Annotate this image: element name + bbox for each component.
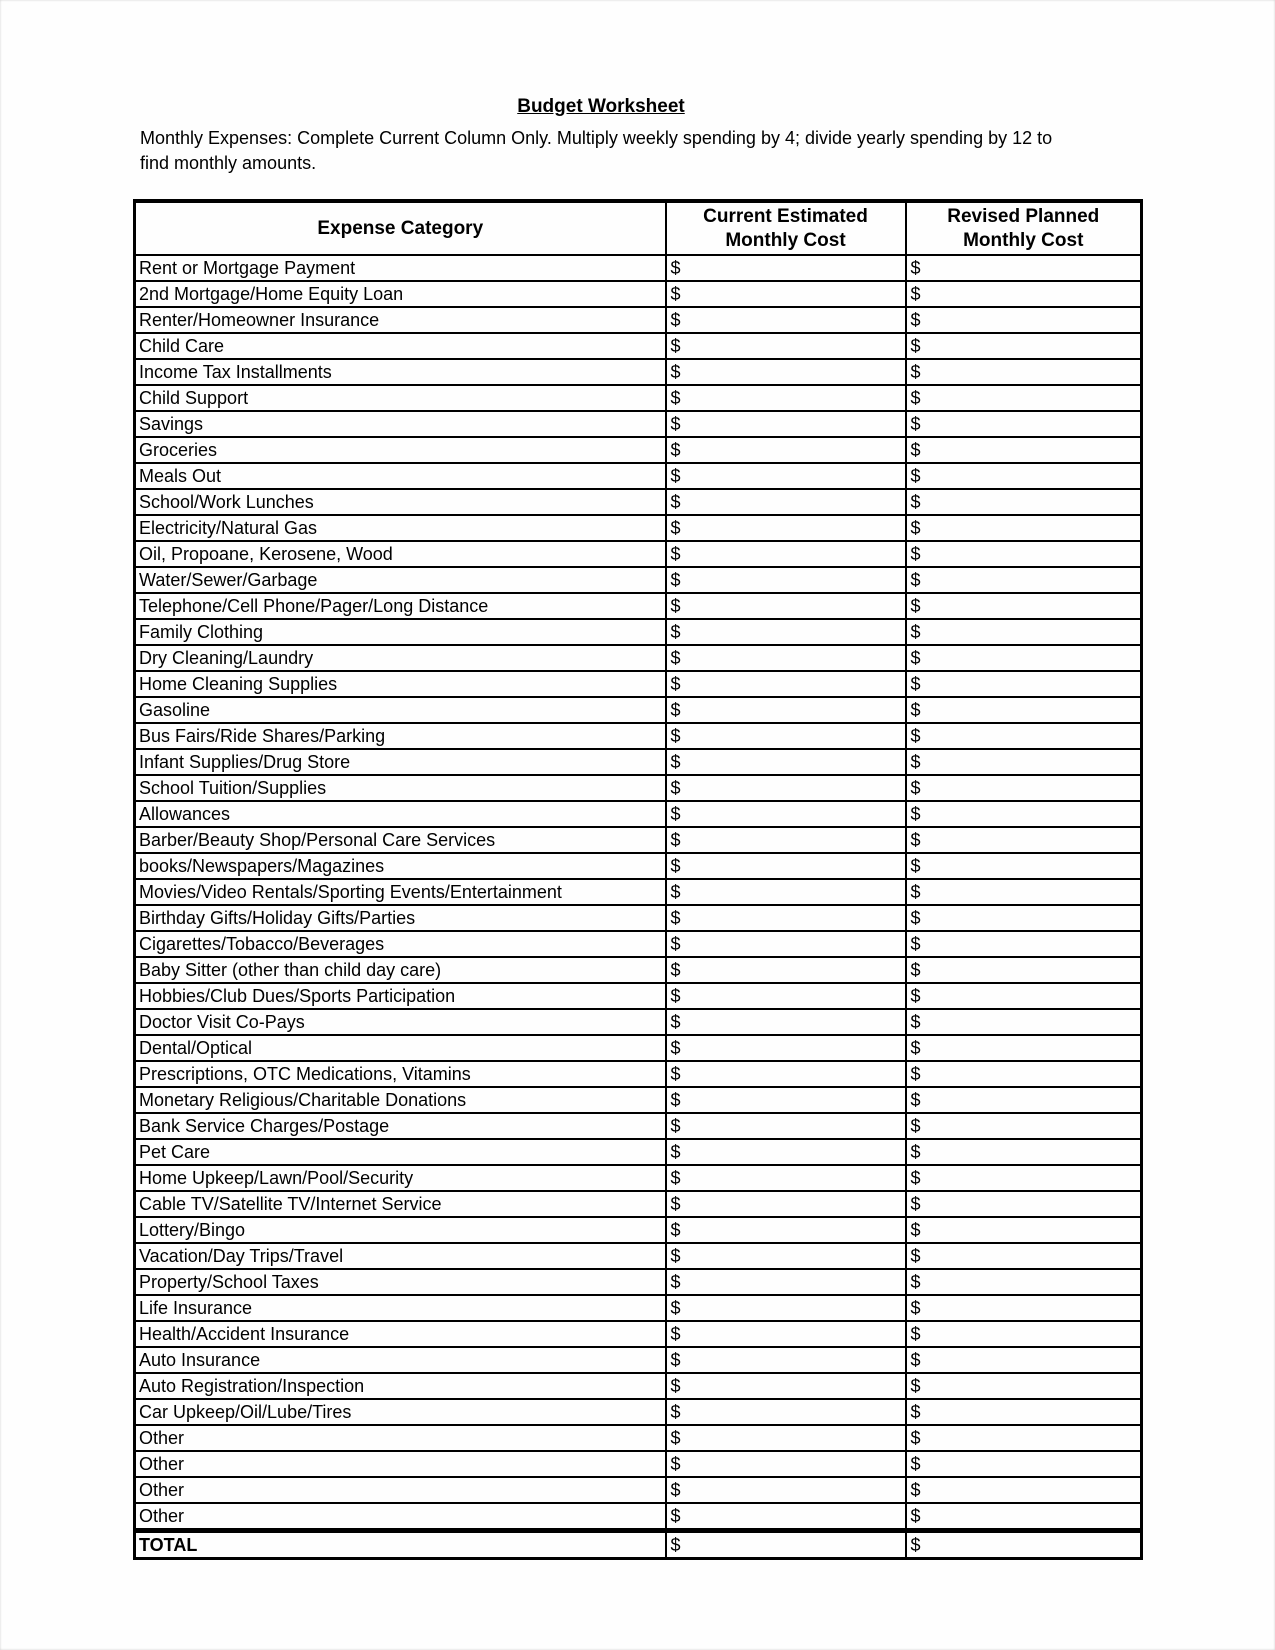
table-row [135, 1321, 1142, 1347]
revised-cost-cell: $ [906, 281, 1142, 307]
total-revised-cost-cell: $ [906, 1531, 1142, 1559]
table-row [135, 1399, 1142, 1425]
current-cost-cell: $ [666, 437, 906, 463]
current-cost-cell: $ [666, 619, 906, 645]
expense-category-cell: Bank Service Charges/Postage [135, 1113, 666, 1139]
table-row [135, 437, 1142, 463]
current-cost-cell: $ [666, 359, 906, 385]
current-cost-cell: $ [666, 333, 906, 359]
revised-cost-cell: $ [906, 1035, 1142, 1061]
revised-cost-cell: $ [906, 749, 1142, 775]
revised-cost-cell: $ [906, 1425, 1142, 1451]
column-header-revised-planned-monthly-cost: Revised Planned Monthly Cost [906, 201, 1142, 256]
current-cost-cell: $ [666, 1399, 906, 1425]
revised-cost-cell: $ [906, 1321, 1142, 1347]
expense-category-cell: Dry Cleaning/Laundry [135, 645, 666, 671]
expense-category-cell: School/Work Lunches [135, 489, 666, 515]
expense-category-cell: 2nd Mortgage/Home Equity Loan [135, 281, 666, 307]
header-row [135, 201, 1142, 256]
current-cost-cell: $ [666, 1425, 906, 1451]
revised-cost-cell: $ [906, 333, 1142, 359]
current-cost-cell: $ [666, 879, 906, 905]
table-row [135, 593, 1142, 619]
expense-category-cell: Birthday Gifts/Holiday Gifts/Parties [135, 905, 666, 931]
revised-cost-cell: $ [906, 775, 1142, 801]
table-row [135, 697, 1142, 723]
revised-cost-cell: $ [906, 489, 1142, 515]
current-cost-cell: $ [666, 1139, 906, 1165]
table-row [135, 983, 1142, 1009]
table-row [135, 1087, 1142, 1113]
table-row [135, 1269, 1142, 1295]
table-row [135, 723, 1142, 749]
current-cost-cell: $ [666, 307, 906, 333]
expense-category-cell: Family Clothing [135, 619, 666, 645]
current-cost-cell: $ [666, 645, 906, 671]
table-row [135, 1425, 1142, 1451]
current-cost-cell: $ [666, 1347, 906, 1373]
expense-category-cell: Hobbies/Club Dues/Sports Participation [135, 983, 666, 1009]
revised-cost-cell: $ [906, 1087, 1142, 1113]
current-cost-cell: $ [666, 541, 906, 567]
current-cost-cell: $ [666, 723, 906, 749]
table-row [135, 827, 1142, 853]
current-cost-cell: $ [666, 1451, 906, 1477]
expense-category-cell: Other [135, 1477, 666, 1503]
table-row [135, 775, 1142, 801]
expense-category-cell: Gasoline [135, 697, 666, 723]
total-row [135, 1531, 1142, 1559]
revised-cost-cell: $ [906, 359, 1142, 385]
table-row [135, 905, 1142, 931]
current-cost-cell: $ [666, 1165, 906, 1191]
expense-category-cell: Cable TV/Satellite TV/Internet Service [135, 1191, 666, 1217]
table-row [135, 281, 1142, 307]
expense-category-cell: Car Upkeep/Oil/Lube/Tires [135, 1399, 666, 1425]
expense-category-cell: Telephone/Cell Phone/Pager/Long Distance [135, 593, 666, 619]
table-row [135, 1009, 1142, 1035]
expense-category-cell: Income Tax Installments [135, 359, 666, 385]
table-row [135, 1477, 1142, 1503]
column-header-current-estimated-monthly-cost: Current Estimated Monthly Cost [666, 201, 906, 256]
current-cost-cell: $ [666, 1295, 906, 1321]
expense-category-cell: School Tuition/Supplies [135, 775, 666, 801]
total-label: TOTAL [135, 1531, 666, 1559]
revised-cost-cell: $ [906, 801, 1142, 827]
expense-category-cell: Other [135, 1503, 666, 1531]
table-row [135, 1035, 1142, 1061]
table-row [135, 567, 1142, 593]
revised-cost-cell: $ [906, 1451, 1142, 1477]
table-row [135, 541, 1142, 567]
revised-cost-cell: $ [906, 1113, 1142, 1139]
table-row [135, 359, 1142, 385]
expense-category-cell: Meals Out [135, 463, 666, 489]
expense-category-cell: Renter/Homeowner Insurance [135, 307, 666, 333]
current-cost-cell: $ [666, 593, 906, 619]
table-row [135, 1451, 1142, 1477]
expense-category-cell: Electricity/Natural Gas [135, 515, 666, 541]
current-cost-cell: $ [666, 385, 906, 411]
revised-cost-cell: $ [906, 697, 1142, 723]
revised-cost-cell: $ [906, 515, 1142, 541]
expense-category-cell: Auto Insurance [135, 1347, 666, 1373]
revised-cost-cell: $ [906, 1061, 1142, 1087]
current-cost-cell: $ [666, 255, 906, 281]
revised-cost-cell: $ [906, 723, 1142, 749]
total-current-cost-cell: $ [666, 1531, 906, 1559]
current-cost-cell: $ [666, 931, 906, 957]
expense-category-cell: Bus Fairs/Ride Shares/Parking [135, 723, 666, 749]
revised-cost-cell: $ [906, 1347, 1142, 1373]
table-row [135, 645, 1142, 671]
table-row [135, 1191, 1142, 1217]
table-row [135, 463, 1142, 489]
instructions-text: Monthly Expenses: Complete Current Column Only. Multiply weekly spending by 4; divide yearly spending by 12 to find monthly amounts. [140, 127, 1053, 174]
current-cost-cell: $ [666, 1087, 906, 1113]
revised-cost-cell: $ [906, 255, 1142, 281]
expense-category-cell: Auto Registration/Inspection [135, 1373, 666, 1399]
table-row [135, 1347, 1142, 1373]
revised-cost-cell: $ [906, 671, 1142, 697]
revised-cost-cell: $ [906, 645, 1142, 671]
current-cost-cell: $ [666, 957, 906, 983]
revised-cost-cell: $ [906, 1217, 1142, 1243]
revised-cost-cell: $ [906, 567, 1142, 593]
table-row [135, 1373, 1142, 1399]
expense-category-cell: Groceries [135, 437, 666, 463]
expense-category-cell: books/Newspapers/Magazines [135, 853, 666, 879]
table-row [135, 255, 1142, 281]
revised-cost-cell: $ [906, 1165, 1142, 1191]
current-cost-cell: $ [666, 489, 906, 515]
expense-category-cell: Home Upkeep/Lawn/Pool/Security [135, 1165, 666, 1191]
current-cost-cell: $ [666, 1243, 906, 1269]
revised-cost-cell: $ [906, 437, 1142, 463]
expense-category-cell: Allowances [135, 801, 666, 827]
revised-cost-cell: $ [906, 1191, 1142, 1217]
revised-cost-cell: $ [906, 879, 1142, 905]
current-cost-cell: $ [666, 1061, 906, 1087]
current-cost-cell: $ [666, 1035, 906, 1061]
expense-category-cell: Monetary Religious/Charitable Donations [135, 1087, 666, 1113]
table-row [135, 1217, 1142, 1243]
expense-category-cell: Infant Supplies/Drug Store [135, 749, 666, 775]
table-row [135, 1243, 1142, 1269]
revised-cost-cell: $ [906, 385, 1142, 411]
table-row [135, 1295, 1142, 1321]
revised-cost-cell: $ [906, 593, 1142, 619]
expense-category-cell: Cigarettes/Tobacco/Beverages [135, 931, 666, 957]
revised-cost-cell: $ [906, 905, 1142, 931]
page-title: Budget Worksheet [517, 96, 685, 117]
table-row [135, 515, 1142, 541]
expense-category-cell: Life Insurance [135, 1295, 666, 1321]
expense-category-cell: Home Cleaning Supplies [135, 671, 666, 697]
revised-cost-cell: $ [906, 1373, 1142, 1399]
expense-category-cell: Other [135, 1425, 666, 1451]
current-cost-cell: $ [666, 853, 906, 879]
current-cost-cell: $ [666, 567, 906, 593]
current-cost-cell: $ [666, 281, 906, 307]
table-row [135, 1503, 1142, 1531]
revised-cost-cell: $ [906, 619, 1142, 645]
table-row [135, 333, 1142, 359]
revised-cost-cell: $ [906, 1269, 1142, 1295]
current-cost-cell: $ [666, 983, 906, 1009]
table-row [135, 1165, 1142, 1191]
revised-cost-cell: $ [906, 1295, 1142, 1321]
table-row [135, 957, 1142, 983]
table-row [135, 619, 1142, 645]
current-cost-cell: $ [666, 1217, 906, 1243]
revised-cost-cell: $ [906, 1243, 1142, 1269]
column-header-expense-category: Expense Category [135, 201, 666, 256]
expense-category-cell: Oil, Propoane, Kerosene, Wood [135, 541, 666, 567]
current-cost-cell: $ [666, 1191, 906, 1217]
expense-category-cell: Movies/Video Rentals/Sporting Events/Entertainment [135, 879, 666, 905]
revised-cost-cell: $ [906, 931, 1142, 957]
revised-cost-cell: $ [906, 1009, 1142, 1035]
current-cost-cell: $ [666, 463, 906, 489]
current-cost-cell: $ [666, 411, 906, 437]
table-row [135, 749, 1142, 775]
revised-cost-cell: $ [906, 1477, 1142, 1503]
current-cost-cell: $ [666, 1373, 906, 1399]
current-cost-cell: $ [666, 1009, 906, 1035]
current-cost-cell: $ [666, 801, 906, 827]
revised-cost-cell: $ [906, 1139, 1142, 1165]
expense-category-cell: Dental/Optical [135, 1035, 666, 1061]
current-cost-cell: $ [666, 827, 906, 853]
table-row [135, 1139, 1142, 1165]
table-row [135, 931, 1142, 957]
expense-category-cell: Doctor Visit Co-Pays [135, 1009, 666, 1035]
expense-category-cell: Health/Accident Insurance [135, 1321, 666, 1347]
table-row [135, 879, 1142, 905]
expense-category-cell: Lottery/Bingo [135, 1217, 666, 1243]
table-row [135, 411, 1142, 437]
current-cost-cell: $ [666, 697, 906, 723]
current-cost-cell: $ [666, 515, 906, 541]
expense-category-cell: Savings [135, 411, 666, 437]
expense-category-cell: Child Care [135, 333, 666, 359]
table-row [135, 853, 1142, 879]
table-row [135, 1061, 1142, 1087]
revised-cost-cell: $ [906, 853, 1142, 879]
expense-rows [135, 255, 1142, 1531]
budget-table [133, 199, 1143, 1561]
expense-category-cell: Baby Sitter (other than child day care) [135, 957, 666, 983]
current-cost-cell: $ [666, 905, 906, 931]
current-cost-cell: $ [666, 1113, 906, 1139]
current-cost-cell: $ [666, 1321, 906, 1347]
revised-cost-cell: $ [906, 983, 1142, 1009]
revised-cost-cell: $ [906, 827, 1142, 853]
table-row [135, 801, 1142, 827]
revised-cost-cell: $ [906, 1503, 1142, 1531]
current-cost-cell: $ [666, 1269, 906, 1295]
current-cost-cell: $ [666, 1503, 906, 1531]
current-cost-cell: $ [666, 671, 906, 697]
expense-category-cell: Water/Sewer/Garbage [135, 567, 666, 593]
expense-category-cell: Other [135, 1451, 666, 1477]
current-cost-cell: $ [666, 775, 906, 801]
expense-category-cell: Property/School Taxes [135, 1269, 666, 1295]
revised-cost-cell: $ [906, 411, 1142, 437]
table-row [135, 385, 1142, 411]
table-row [135, 671, 1142, 697]
revised-cost-cell: $ [906, 463, 1142, 489]
revised-cost-cell: $ [906, 307, 1142, 333]
expense-category-cell: Barber/Beauty Shop/Personal Care Services [135, 827, 666, 853]
revised-cost-cell: $ [906, 1399, 1142, 1425]
expense-category-cell: Child Support [135, 385, 666, 411]
table-row [135, 307, 1142, 333]
expense-category-cell: Vacation/Day Trips/Travel [135, 1243, 666, 1269]
expense-category-cell: Pet Care [135, 1139, 666, 1165]
table-row [135, 489, 1142, 515]
revised-cost-cell: $ [906, 541, 1142, 567]
current-cost-cell: $ [666, 749, 906, 775]
revised-cost-cell: $ [906, 957, 1142, 983]
current-cost-cell: $ [666, 1477, 906, 1503]
table-row [135, 1113, 1142, 1139]
expense-category-cell: Prescriptions, OTC Medications, Vitamins [135, 1061, 666, 1087]
expense-category-cell: Rent or Mortgage Payment [135, 255, 666, 281]
